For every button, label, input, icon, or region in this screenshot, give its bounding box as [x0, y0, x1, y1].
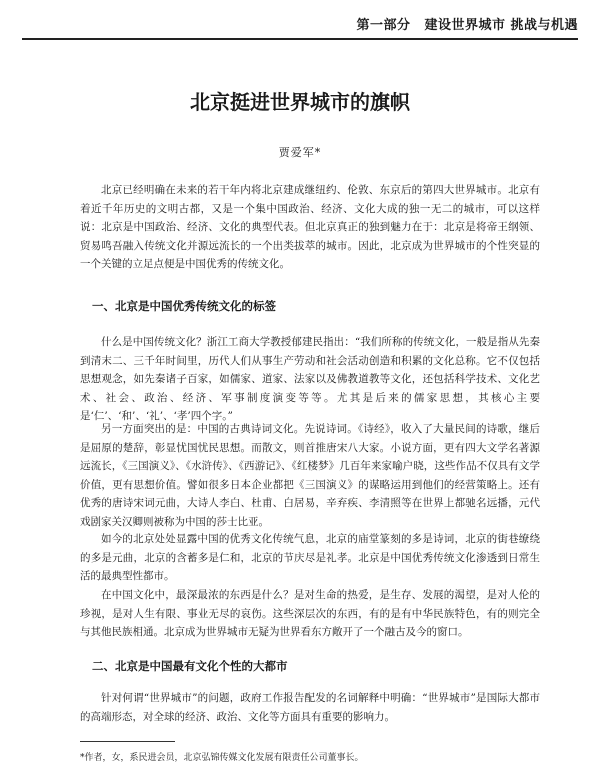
author-name: 贾爱军*: [278, 146, 322, 159]
section-1-paragraph-1: 什么是中国传统文化？浙江工商大学教授郁建民指出：“我们所称的传统文化，一般是指从先秦到清末二、三千年时间里，历代人们从事生产劳动和社会活动创造和积累的文化总称。它不仅包括思想观念，如先秦诸子百家，如儒家、道家、法家以及佛教道教等文化，还包括科学技术、文化艺术、社会、政治、经济、军事制度演变等等。尤其是后来的儒家思想，其核心主要是‘仁’、‘和’、‘礼’、‘孝’四个字。”: [80, 336, 540, 423]
running-header: [22, 14, 578, 40]
footnote: *作者，女，系民进会员，北京弘锦传媒文化发展有限责任公司董事长。: [80, 753, 364, 763]
section-1-paragraph-2: 另一方面突出的是：中国的古典诗词文化。先说诗词。《诗经》，收入了大量民间的诗歌，继后是屈原的楚辞，彰显忧国忧民思想。而散文，则首推唐宋八大家。小说方面，更有四大文学名著源远流长，《三国演义》、《水浒传》、《西游记》、《红楼梦》几百年来家喻户晓，这些作品不仅具有文学价值，更有思想价值。譬如很多日本企业都把《三国演义》的谋略运用到他们的经营策略上。还有优秀的唐诗宋词元曲，大诗人李白、杜甫、白居易，辛弃疾、李清照等在世界上都驰名远播，元代戏剧家关汉卿则被称为中国的莎士比亚。: [80, 423, 540, 528]
section-2-heading: 二、北京是中国最有文化个性的大都市: [92, 659, 288, 673]
header-section: 建设世界城市 挑战与机遇: [424, 18, 578, 33]
section-1-paragraph-3: 如今的北京处处显露中国的优秀文化传统气息，北京的庙堂篆刻的多是诗词，北京的街巷缭绕的多是元曲，北京的含蓄多是仁和，北京的节庆尽是礼孝。北京是中国优秀传统文化渗透到日常生活的最典型性都市。: [80, 533, 540, 583]
section-1-heading: 一、北京是中国优秀传统文化的标签: [92, 299, 276, 313]
article-title: 北京挺进世界城市的旗帜: [190, 90, 410, 114]
section-2-paragraph-1: 针对何谓“世界城市”的问题，政府工作报告配发的名词解释中明确：“世界城市”是国际大都市的高端形态，对全球的经济、政治、文化等方面具有重要的影响力。: [80, 692, 540, 723]
section-1-paragraph-4: 在中国文化中，最深最浓的东西是什么？是对生命的热爱，是生存、发展的渴望，是对人伦的珍视，是对人生有限、事业无尽的哀伤。这些深层次的东西，有的是有中华民族特色，有的则完全与其他民族相通。北京成为世界城市无疑为世界看东方敞开了一个融古及今的窗口。: [80, 589, 540, 639]
intro-paragraph: 北京已经明确在未来的若干年内将北京建成继纽约、伦敦、东京后的第四大世界城市。北京有着近千年历史的文明古都，又是一个集中国政治、经济、文化大成的独一无二的城市，可以这样说：北京是中国政治、经济、文化的典型代表。但北京真正的独到魅力在于：北京是将帝王纲领、贸易鸣吾融入传统文化并源远流长的一个出类拔萃的城市。因此，北京成为世界城市的个性突显的一个关键的立足点便是中国优秀的传统文化。: [80, 184, 540, 271]
footnote-divider: [80, 741, 175, 742]
header-part: 第一部分: [356, 18, 411, 33]
